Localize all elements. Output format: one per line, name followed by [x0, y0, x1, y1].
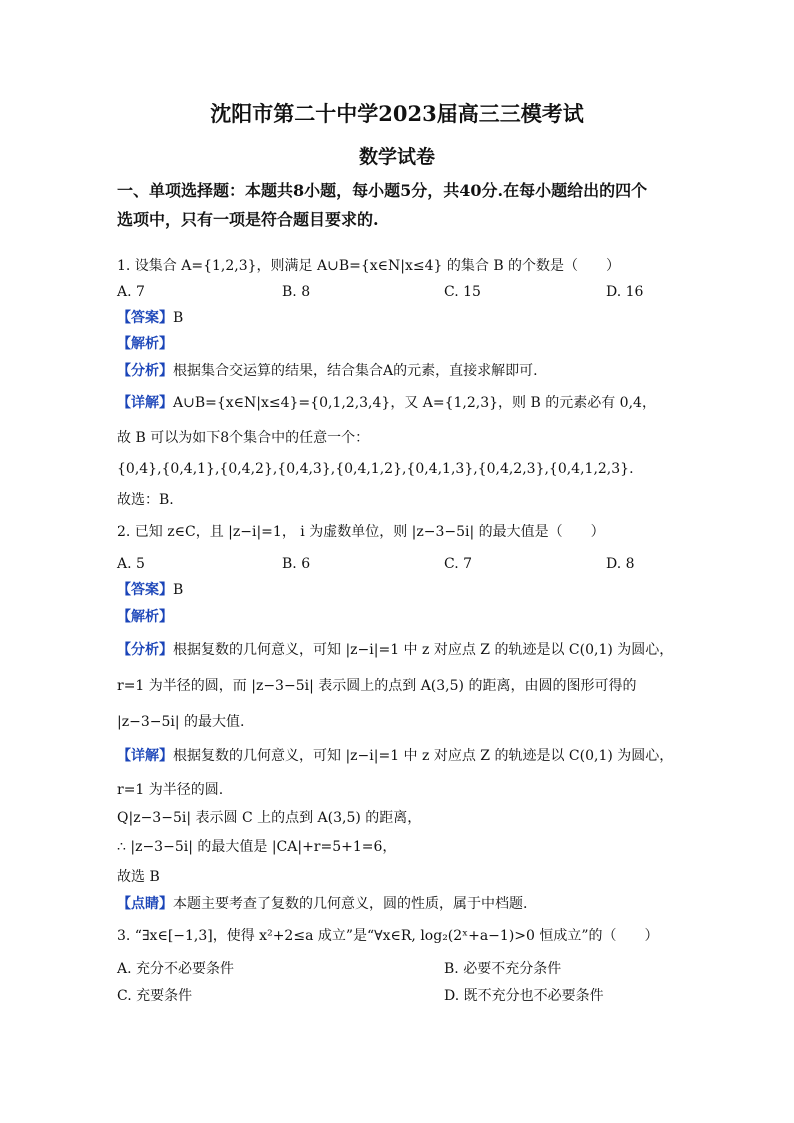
q2-xiangjie-line1 — [117, 746, 673, 766]
q2-option-a: A. 5 — [117, 556, 145, 572]
q1-detail-line2: 故 B 可以为如下8个集合中的任意一个： — [117, 430, 370, 446]
q1-stem: 1. 设集合 A={1,2,3}，则满足 A∪B={x∈N|x≤4} 的集合 B 的个数是（ ） — [117, 258, 621, 274]
q1-analysis-tag — [117, 334, 173, 354]
q2-fenxi-line2: r=1 为半径的圆，而 |z−3−5i| 表示圆上的点到 A(3,5) 的距离，由圆的图形可得的 — [117, 678, 637, 694]
fenxi-tag: 【分析】 — [117, 363, 173, 379]
q3-option-a: A. 充分不必要条件 — [117, 961, 235, 977]
exam-title: 沈阳市第二十中学2023届高三三模考试 — [210, 101, 584, 126]
q1-detail-line3: {0,4},{0,4,1},{0,4,2},{0,4,3},{0,4,1,2},{0,4,1,3},{0,4,2,3},{0,4,1,2,3}. — [117, 461, 634, 477]
fenxi-tag: 【分析】 — [117, 642, 173, 658]
q2-option-c: C. 7 — [444, 556, 473, 572]
answer-tag: 【答案】 — [117, 310, 173, 326]
q1-answer — [117, 308, 183, 328]
analysis-tag: 【解析】 — [117, 336, 173, 352]
answer-tag: 【答案】 — [117, 582, 173, 598]
answer-value: B — [173, 582, 184, 598]
q2-analysis-tag — [117, 607, 173, 627]
q2-conclusion: 故选 B — [117, 869, 160, 885]
fenxi-text: 根据集合交运算的结果，结合集合A的元素，直接求解即可. — [173, 363, 538, 379]
dianjing-text: 本题主要考查了复数的几何意义，圆的性质，属于中档题. — [173, 896, 528, 912]
dianjing-tag: 【点睛】 — [117, 896, 173, 912]
section-heading-line1: 一、单项选择题：本题共8小题，每小题5分，共40分.在每小题给出的四个 — [117, 181, 648, 200]
q2-xiangjie-line3: Q|z−3−5i| 表示圆 C 上的点到 A(3,5) 的距离， — [117, 810, 422, 826]
q1-option-c: C. 15 — [444, 284, 481, 300]
q1-xiangjie — [117, 393, 656, 413]
q2-dianjing — [117, 894, 527, 914]
q2-answer — [117, 580, 183, 600]
analysis-tag: 【解析】 — [117, 609, 173, 625]
q1-option-d: D. 16 — [606, 284, 644, 300]
section-heading-line2: 选项中，只有一项是符合题目要求的. — [117, 210, 379, 229]
fenxi-text: 根据复数的几何意义，可知 |z−i|=1 中 z 对应点 Z 的轨迹是以 C(0,1) 为圆心， — [173, 642, 674, 658]
q1-option-b: B. 8 — [282, 284, 311, 300]
q3-stem: 3. “∃x∈[−1,3]，使得 x²+2≤a 成立”是“∀x∈R, log₂(2ˣ+a−1)>0 恒成立”的（ ） — [117, 928, 659, 944]
q2-xiangjie-line4: ∴ |z−3−5i| 的最大值是 |CA|+r=5+1=6， — [117, 839, 397, 855]
q2-option-b: B. 6 — [282, 556, 311, 572]
q2-stem: 2. 已知 z∈C，且 |z−i|=1， i 为虚数单位，则 |z−3−5i| 的最大值是（ ） — [117, 524, 605, 540]
xiangjie-tag: 【详解】 — [117, 395, 173, 411]
q2-option-d: D. 8 — [606, 556, 635, 572]
xiangjie-text: 根据复数的几何意义，可知 |z−i|=1 中 z 对应点 Z 的轨迹是以 C(0,1) 为圆心， — [173, 748, 674, 764]
answer-value: B — [173, 310, 184, 326]
xiangjie-tag: 【详解】 — [117, 748, 173, 764]
q1-conclusion: 故选：B. — [117, 492, 174, 508]
xiangjie-text: A∪B={x∈N|x≤4}={0,1,2,3,4}，又 A={1,2,3}，则 B 的元素必有 0,4， — [173, 395, 656, 411]
q3-option-c: C. 充要条件 — [117, 988, 193, 1004]
q3-option-b: B. 必要不充分条件 — [444, 961, 562, 977]
q2-xiangjie-line2: r=1 为半径的圆. — [117, 782, 224, 798]
q1-fenxi — [117, 361, 538, 381]
q3-option-d: D. 既不充分也不必要条件 — [444, 988, 604, 1004]
exam-subtitle: 数学试卷 — [358, 146, 435, 168]
q2-fenxi-line3: |z−3−5i| 的最大值. — [117, 714, 245, 730]
q2-fenxi-line1 — [117, 640, 673, 660]
q1-option-a: A. 7 — [117, 284, 145, 300]
